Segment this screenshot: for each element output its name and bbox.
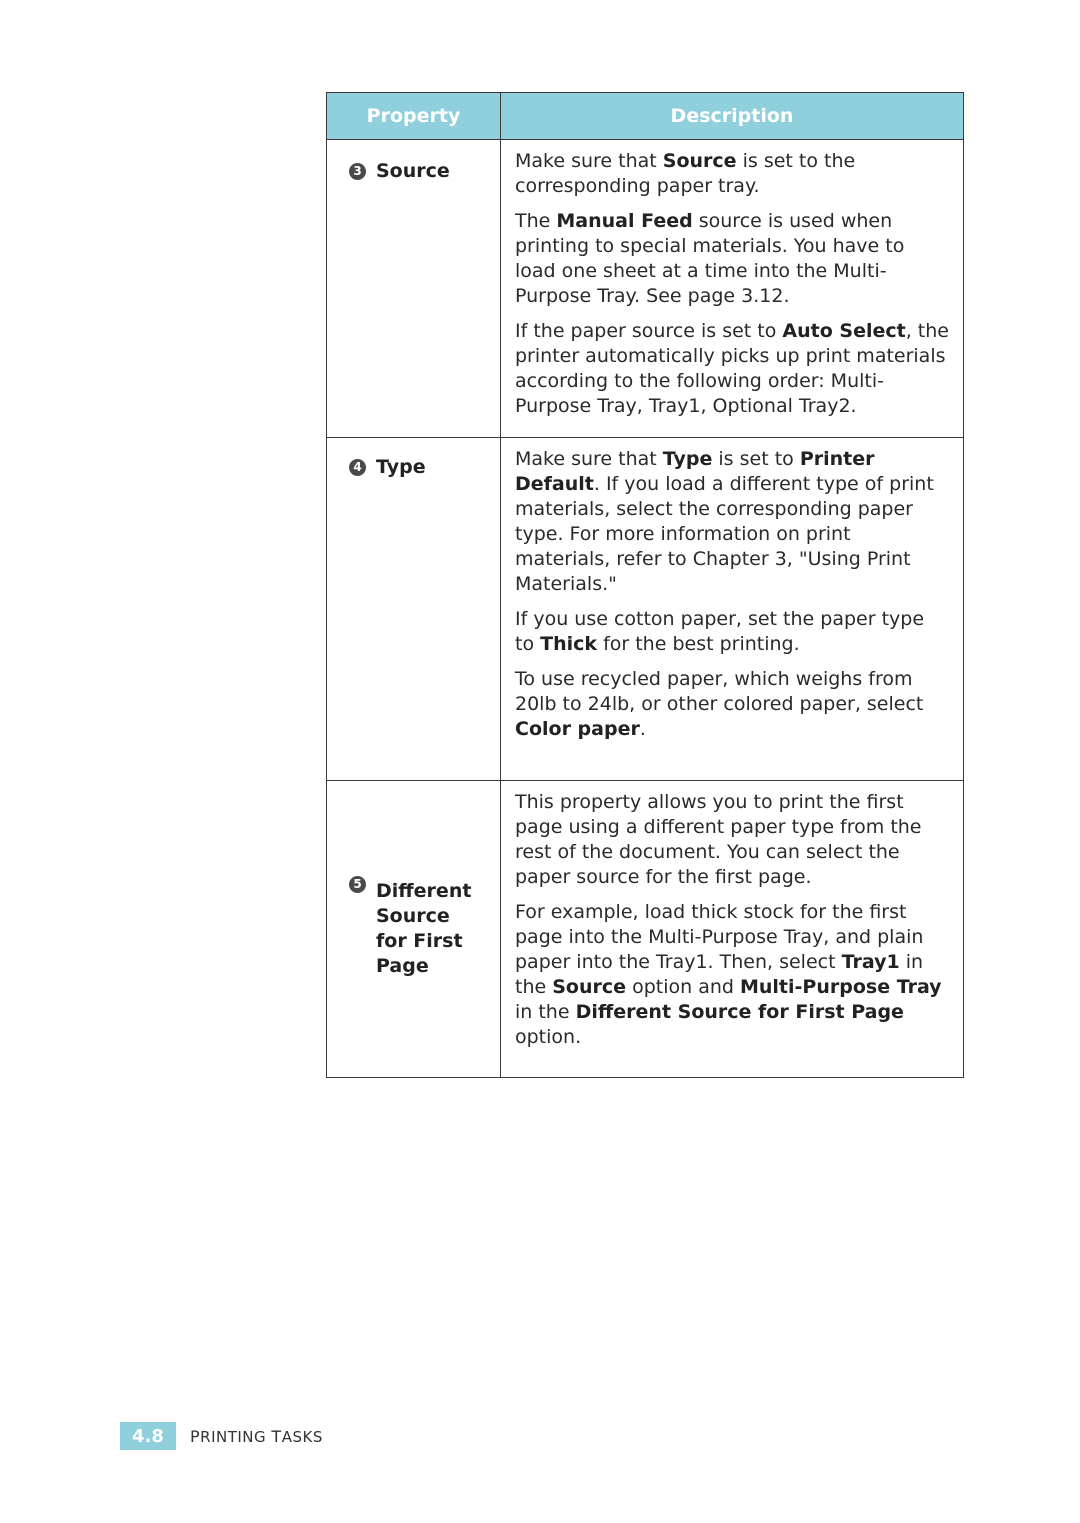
paragraph: To use recycled paper, which weighs from 20lb to 24lb, or other colored paper, select Color paper. (515, 668, 924, 740)
chapter-title: PRINTING TASKS (190, 1426, 323, 1446)
paragraph: If the paper source is set to Auto Select, the printer automatically picks up print materials according to the following order: Multi-Purpose Tray, Tray1, Optional Tray2. (515, 320, 949, 417)
description-cell-different-source (501, 781, 963, 1077)
header-description: Description (670, 105, 794, 127)
property-cell-source (327, 140, 501, 437)
number-5-badge-icon: 5 (349, 876, 366, 893)
table-row (327, 140, 963, 438)
description-cell-type (501, 438, 963, 780)
header-property: Property (327, 93, 501, 139)
description-cell-source (501, 140, 963, 437)
property-table (326, 92, 964, 1078)
table-row (327, 438, 963, 781)
table-row (327, 781, 963, 1077)
number-3-badge-icon: 3 (349, 163, 366, 180)
page-footer (120, 1422, 323, 1450)
table-header (327, 93, 963, 140)
property-label-different-source: Different Source for First Page (376, 880, 472, 977)
property-label-source: Source (376, 160, 450, 182)
paragraph: Make sure that Type is set to Printer Default. If you load a different type of print materials, select the corresponding paper type. For more information on print materials, refer to Chapter 3, "Using Print Materials." (515, 448, 934, 595)
number-4-badge-icon: 4 (349, 459, 366, 476)
page-number: 4 .8 (120, 1422, 176, 1450)
paragraph: If you use cotton paper, set the paper type to Thick for the best printing. (515, 608, 925, 655)
paragraph: The Manual Feed source is used when printing to special materials. You have to load one sheet at a time into the Multi-Purpose Tray. See page 3.12. (515, 210, 905, 307)
property-cell-type (327, 438, 501, 780)
property-label-type: Type (376, 456, 426, 478)
paragraph: Make sure that Source is set to the corresponding paper tray. (515, 150, 856, 197)
paragraph: This property allows you to print the first page using a different paper type from the rest of the document. You can select the paper source for the first page. (515, 791, 922, 888)
paragraph: For example, load thick stock for the first page into the Multi-Purpose Tray, and plain paper into the Tray1. Then, select Tray1 in the Source option and Multi-Purpose Tray in the Different Source for First Page option. (515, 901, 942, 1048)
property-cell-different-source (327, 781, 501, 1077)
